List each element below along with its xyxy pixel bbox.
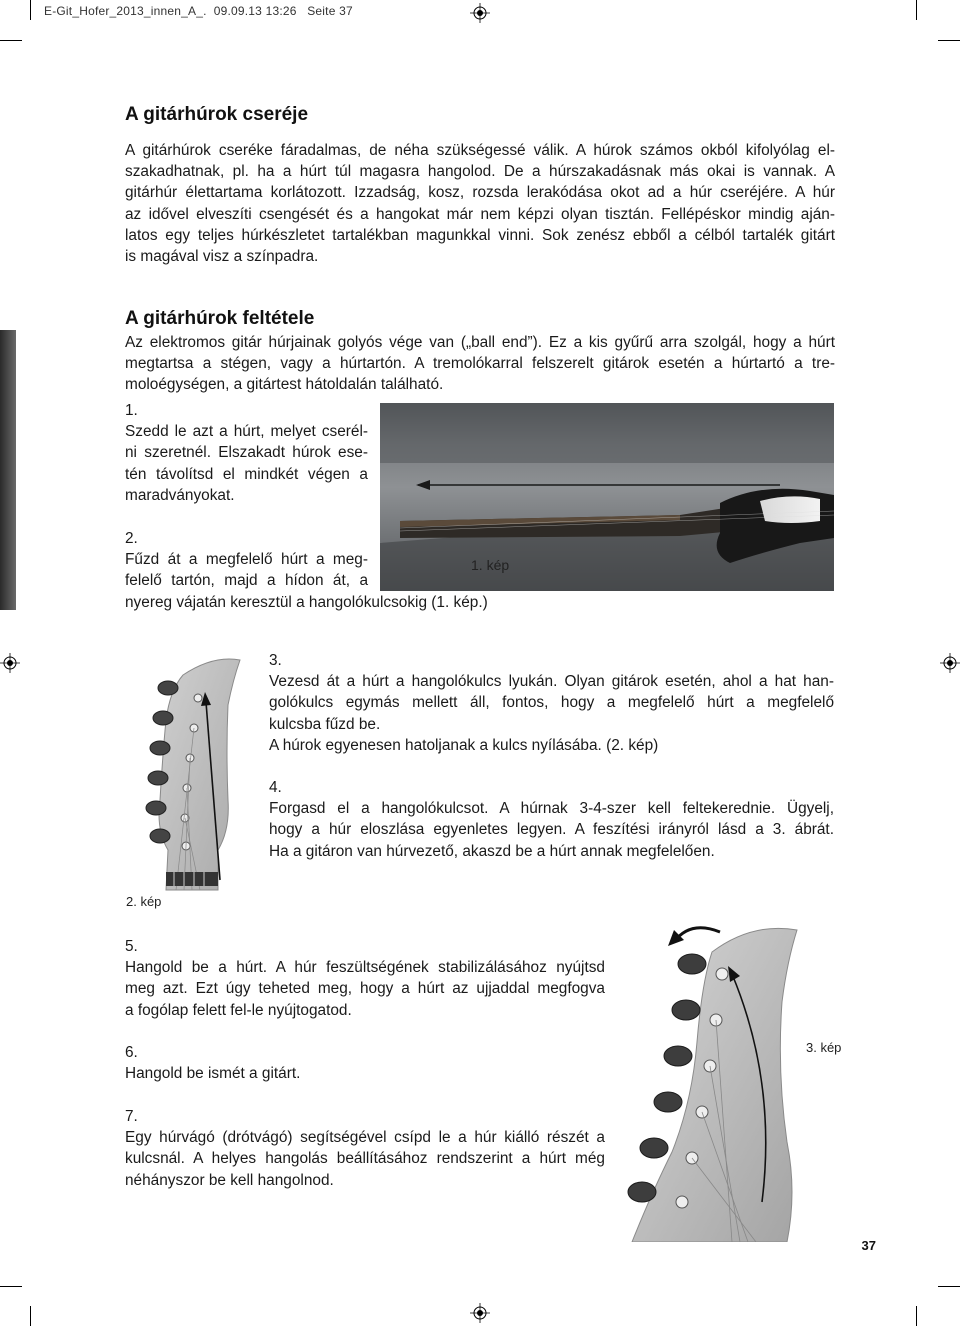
slug-datetime: 09.09.13 13:26 (213, 4, 297, 18)
step-number: 7. (125, 1108, 138, 1125)
slug-page: Seite 37 (307, 4, 353, 18)
crop-mark (938, 40, 960, 41)
step-4 (269, 777, 834, 862)
crop-mark (30, 0, 31, 20)
section2-paragraph (125, 332, 835, 396)
registration-mark-icon (940, 653, 960, 673)
step-6 (125, 1042, 605, 1084)
text-line: Fűzd át a megfelelő húrt a meg- (125, 551, 368, 569)
photo-3-headstock (612, 912, 812, 1242)
crop-mark (938, 1286, 960, 1287)
photo-3-caption: 3. kép (806, 1040, 842, 1055)
text-line: hogy a húr eloszlása egyenletes legyen. A feszítési irányról lásd a 3. ábrát. (269, 821, 834, 839)
crop-mark (0, 1286, 22, 1287)
step-1 (125, 400, 368, 506)
photo-2-headstock (118, 650, 258, 900)
section-title: A gitárhúrok feltétele (125, 308, 315, 329)
crop-mark (0, 40, 22, 41)
step-number: 5. (125, 938, 138, 955)
text-line: a fogólap felett fel-le nyújtogatod. (125, 1001, 352, 1019)
registration-mark-icon (0, 653, 20, 673)
intro-paragraph (125, 140, 835, 267)
text-line: Hangold be a húrt. A húr feszültségének stabilizálásához nyújtsd (125, 959, 605, 977)
text-line: Az elektromos gitár húrjainak golyós vége van („ball end”). Ez a kis gyűrű arra szolgál, hogy a húrt (125, 334, 835, 351)
step-number: 1. (125, 402, 138, 419)
text-line: latos egy teljes húrkészletet tartalékban magunkkal vinni. Sok zenész ebből a célból tartalék gitárt (125, 226, 835, 244)
step-number: 4. (269, 779, 282, 796)
text-line: néhányszor be kell hangolnod. (125, 1171, 334, 1189)
edge-photo-strip (0, 330, 16, 610)
step-number: 2. (125, 530, 138, 547)
text-line: Szedd le azt a húrt, melyet cserél- (125, 423, 368, 441)
crop-mark (916, 0, 917, 20)
text-line: Ha a gitáron van húrvezető, akaszd be a húrt annak megfelelően. (269, 842, 715, 860)
crop-mark (30, 1306, 31, 1326)
text-line: kulcsba fűzd be. (269, 715, 381, 733)
text-line: ni szeretnél. Elszakadt húrok ese- (125, 444, 368, 462)
text-line: az idővel elveszíti csengését és a hangokat már nem képzi olyan tisztán. Fellépéskor mindig aján- (125, 205, 835, 223)
step-5 (125, 936, 605, 1021)
text-line: tén távolítsd el mindkét végen a (125, 465, 368, 483)
text-line: Forgasd el a hangolókulcsot. A húrnak 3-4-szer kell feltekerednie. Ügyelj, (269, 800, 834, 818)
text-line: A gitárhúrok cseréke fáradalmas, de néha szükségessé válik. A húrok számos okból kifolyólag el- (125, 142, 835, 159)
text-line: megtartsa a stégen, vagy a húrtartón. A tremolókarral felszerelt gitárok esetén a húrtartó a tre- (125, 355, 835, 373)
text-line: kulcsnál. A helyes hangolás beállításához rendszerint a húrt még (125, 1150, 605, 1168)
text-line: Egy húrvágó (drótvágó) segítségével csípd le a húr kiálló részét a (125, 1129, 605, 1147)
text-line: golókulcs egymás mellett áll, fontos, hogy a megfelelő húrt a megfelelő (269, 694, 834, 712)
section-title: A gitárhúrok cseréje (125, 104, 309, 125)
text-line: A húrok egyenesen hatoljanak a kulcs nyílásába. (2. kép) (269, 736, 659, 754)
step-number: 6. (125, 1044, 138, 1061)
text-line: Vezesd át a húrt a hangolókulcs lyukán. Olyan gitárok esetén, ahol a hat han- (269, 673, 834, 691)
crop-mark (916, 1306, 917, 1326)
step-2 (125, 528, 545, 613)
text-line: Hangold be ismét a gitárt. (125, 1065, 301, 1083)
print-slug (44, 4, 353, 18)
step-3 (269, 650, 834, 756)
page-number: 37 (861, 1238, 876, 1253)
text-line: gitárhúr élettartama korlátozott. Izzadság, kosz, rozsda lerakódása okot ad a húr cseréjére. A húr (125, 184, 835, 202)
registration-mark-icon (470, 1303, 490, 1323)
step-number: 3. (269, 652, 282, 669)
photo-2-caption: 2. kép (126, 894, 162, 909)
text-line: szakadhatnak, pl. ha a húrt túl magasra hangolod. De a húrszakadásnak más okai is vannak. A (125, 163, 835, 181)
photo-1-caption: 1. kép (471, 557, 510, 573)
text-line: maradványokat. (125, 486, 235, 504)
slug-file: E-Git_Hofer_2013_innen_A_. (44, 4, 207, 18)
text-line: felelő tartón, majd a hídon át, a (125, 572, 368, 590)
text-line: meg azt. Ezt úgy teheted meg, hogy a húrt az ujjaddal megfogva (125, 980, 605, 998)
text-line: nyereg vájatán keresztül a hangolókulcsokig (1. kép.) (125, 593, 488, 611)
registration-mark-icon (470, 3, 490, 23)
text-line: moloégységen, a gitártest hátoldalán található. (125, 376, 444, 394)
step-7 (125, 1106, 605, 1191)
text-line: is magával visz a színpadra. (125, 248, 319, 266)
